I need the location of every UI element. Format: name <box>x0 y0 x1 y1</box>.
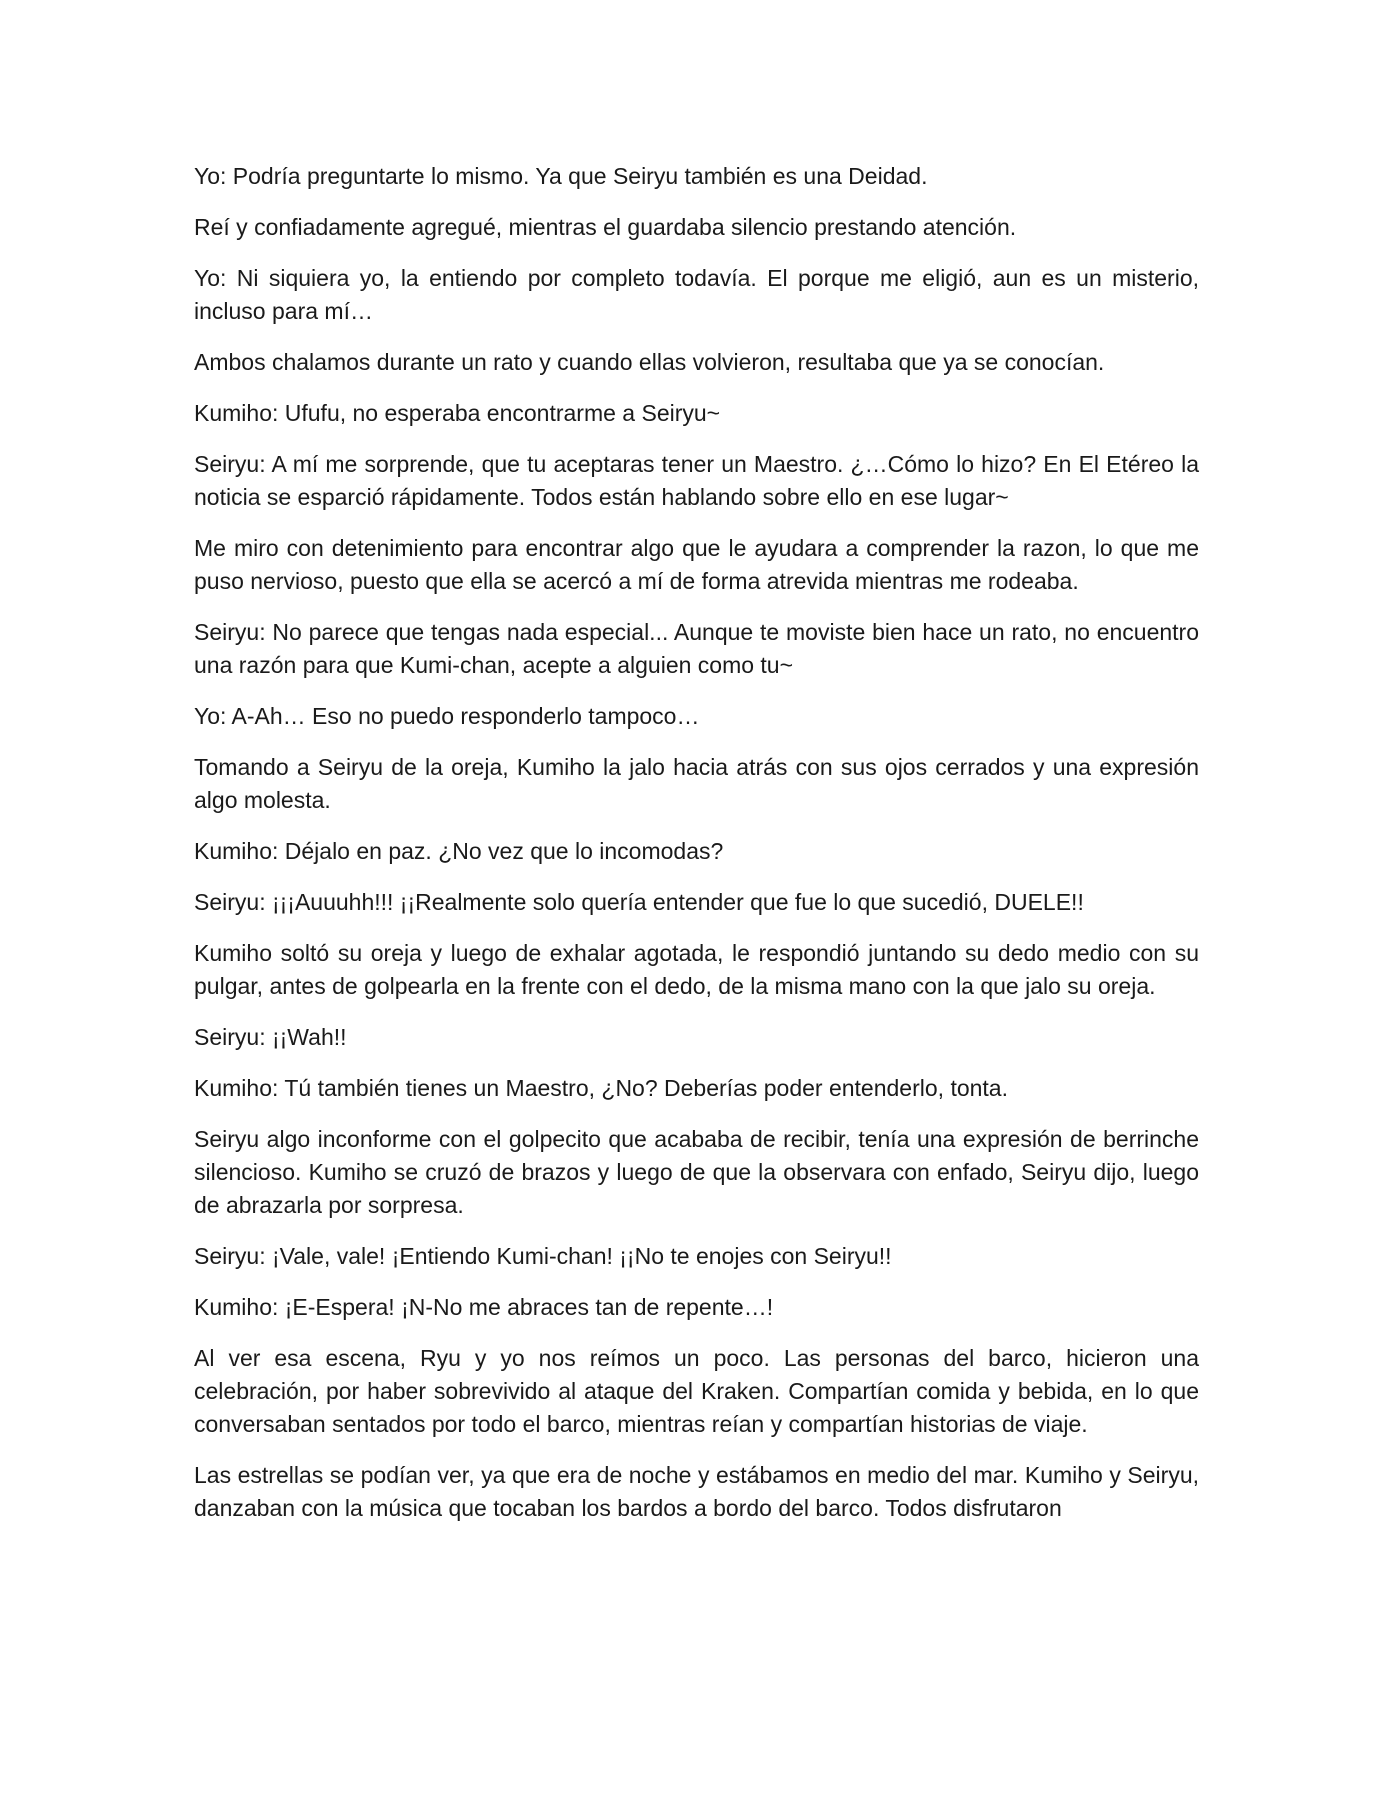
paragraph-18: Kumiho: ¡E-Espera! ¡N-No me abraces tan de repente…! <box>194 1294 774 1320</box>
paragraph-10: Tomando a Seiryu de la oreja, Kumiho la jalo hacia atrás con sus ojos cerrados y una expresión algo molesta. <box>194 754 1199 813</box>
paragraph-15: Kumiho: Tú también tienes un Maestro, ¿No? Deberías poder entenderlo, tonta. <box>194 1075 1008 1101</box>
paragraph-7: Me miro con detenimiento para encontrar algo que le ayudara a comprender la razon, lo que me puso nervioso, puesto que ella se acercó a mí de forma atrevida mientras me rodeaba. <box>194 535 1199 594</box>
paragraph-20: Las estrellas se podían ver, ya que era de noche y estábamos en medio del mar. Kumiho y Seiryu, danzaban con la música que tocaban los bardos a bordo del barco. Todos disfrutaron <box>194 1462 1199 1521</box>
paragraph-3: Yo: Ni siquiera yo, la entiendo por completo todavía. El porque me eligió, aun es un misterio, incluso para mí… <box>194 265 1199 324</box>
paragraph-4: Ambos chalamos durante un rato y cuando ellas volvieron, resultaba que ya se conocían. <box>194 349 1105 375</box>
paragraph-13: Kumiho soltó su oreja y luego de exhalar agotada, le respondió juntando su dedo medio con su pulgar, antes de golpearla en la frente con el dedo, de la misma mano con la que jalo su oreja. <box>194 940 1199 999</box>
document-body <box>194 160 1199 1543</box>
paragraph-9: Yo: A-Ah… Eso no puedo responderlo tampoco… <box>194 703 700 729</box>
paragraph-6: Seiryu: A mí me sorprende, que tu aceptaras tener un Maestro. ¿…Cómo lo hizo? En El Etéreo la noticia se esparció rápidamente. Todos están hablando sobre ello en ese lugar~ <box>194 451 1199 510</box>
paragraph-12: Seiryu: ¡¡¡Auuuhh!!! ¡¡Realmente solo quería entender que fue lo que sucedió, DUELE!! <box>194 889 1084 915</box>
paragraph-19: Al ver esa escena, Ryu y yo nos reímos un poco. Las personas del barco, hicieron una celebración, por haber sobrevivido al ataque del Kraken. Compartían comida y bebida, en lo que conversaban sentados por todo el barco, mientras reían y compartían historias de viaje. <box>194 1345 1199 1437</box>
paragraph-17: Seiryu: ¡Vale, vale! ¡Entiendo Kumi-chan! ¡¡No te enojes con Seiryu!! <box>194 1243 892 1269</box>
paragraph-5: Kumiho: Ufufu, no esperaba encontrarme a Seiryu~ <box>194 400 721 426</box>
paragraph-11: Kumiho: Déjalo en paz. ¿No vez que lo incomodas? <box>194 838 724 864</box>
paragraph-14: Seiryu: ¡¡Wah!! <box>194 1024 347 1050</box>
paragraph-1: Yo: Podría preguntarte lo mismo. Ya que Seiryu también es una Deidad. <box>194 163 928 189</box>
paragraph-8: Seiryu: No parece que tengas nada especial... Aunque te moviste bien hace un rato, no encuentro una razón para que Kumi-chan, acepte a alguien como tu~ <box>194 619 1199 678</box>
paragraph-2: Reí y confiadamente agregué, mientras el guardaba silencio prestando atención. <box>194 214 1017 240</box>
paragraph-16: Seiryu algo inconforme con el golpecito que acababa de recibir, tenía una expresión de berrinche silencioso. Kumiho se cruzó de brazos y luego de que la observara con enfado, Seiryu dijo, luego de abrazarla por sorpresa. <box>194 1126 1199 1218</box>
